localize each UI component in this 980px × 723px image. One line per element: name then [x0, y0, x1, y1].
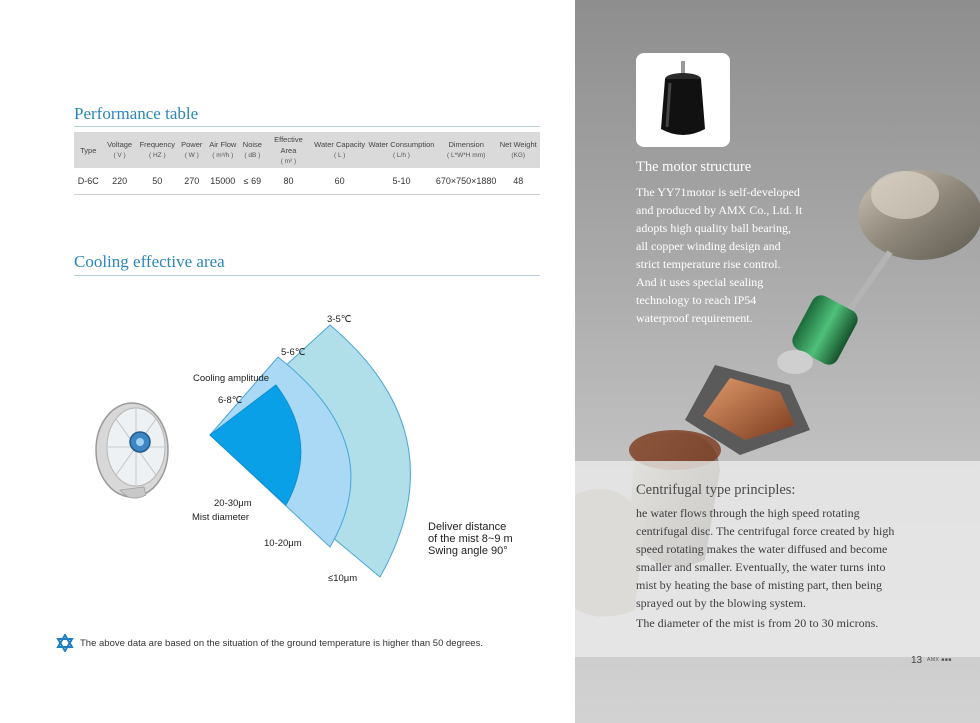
motor-thumbnail	[636, 53, 730, 147]
header-effective-area: Effective Area ( m² )	[265, 132, 313, 168]
centrifugal-line-5: mist by heating the base of misting part, then being	[636, 578, 882, 592]
table-row	[74, 168, 540, 194]
cell-effective-area: 80	[265, 168, 313, 194]
label-deliver-distance	[428, 521, 513, 557]
cell-power: 270	[178, 168, 205, 194]
cell-voltage: 220	[103, 168, 137, 194]
performance-title: Performance table	[74, 104, 199, 123]
centrifugal-line-4: smaller and smaller. Eventually, the water turns into	[636, 560, 886, 574]
motor-line-2: and produced by AMX Co., Ltd. It	[636, 203, 803, 217]
note-row	[56, 634, 483, 652]
cooling-title-rule	[74, 275, 540, 276]
motor-line-3: adopts high quality ball bearing,	[636, 221, 791, 235]
header-dimension: Dimension ( L*W*H mm)	[436, 132, 497, 168]
centrifugal-panel	[575, 461, 980, 657]
star-icon	[56, 634, 74, 652]
table-header-row	[74, 132, 540, 168]
label-mist-size: 20-30μm	[214, 498, 252, 509]
centrifugal-line-3: speed rotating makes the water diffused and become	[636, 542, 888, 556]
label-cooling-amplitude: Cooling amplitude	[193, 373, 270, 384]
label-zone-inner: 6-8℃	[218, 395, 243, 406]
motor-structure-text	[636, 183, 802, 327]
cell-type: D-6C	[74, 168, 103, 194]
page-number: 13	[911, 655, 923, 666]
cooling-title: Cooling effective area	[74, 252, 225, 271]
performance-title-rule	[74, 126, 540, 127]
label-size-middle: 10-20μm	[264, 538, 302, 549]
header-water-consumption: Water Consumption ( L/h )	[367, 132, 436, 168]
deliver-line-3: Swing angle 90°	[428, 545, 508, 557]
label-zone-outer: 3-5℃	[327, 314, 352, 325]
label-mist-diameter: Mist diameter	[192, 512, 250, 523]
cell-noise: ≤ 69	[240, 168, 265, 194]
motor-structure-title: The motor structure	[636, 159, 752, 175]
brand-mark: AMX ■■■	[927, 657, 952, 663]
rear-cap-icon	[858, 170, 980, 260]
header-net-weight: Net Weight (KG)	[496, 132, 540, 168]
motor-line-6: And it uses special sealing	[636, 275, 764, 289]
header-air-flow: Air Flow ( m³/h )	[205, 132, 240, 168]
note-text: The above data are based on the situation of the ground temperature is higher than 50 degrees.	[80, 637, 483, 649]
cooling-diagram	[80, 295, 550, 595]
header-type: Type	[74, 132, 103, 168]
header-voltage: Voltage ( V )	[103, 132, 137, 168]
centrifugal-text	[636, 504, 894, 632]
label-size-outer: ≤10μm	[328, 573, 358, 584]
centrifugal-line-2: centrifugal disc. The centrifugal force created by high	[636, 524, 895, 538]
header-power: Power ( W )	[178, 132, 205, 168]
deliver-line-1: Deliver distance	[428, 521, 507, 533]
cell-water-capacity: 60	[312, 168, 367, 194]
motor-thumbnail-icon	[636, 53, 730, 147]
cell-air-flow: 15000	[205, 168, 240, 194]
centrifugal-line-1: he water flows through the high speed rotating	[636, 506, 860, 520]
centrifugal-line-7: The diameter of the mist is from 20 to 30 microns.	[636, 616, 879, 630]
cell-water-consumption: 5-10	[367, 168, 436, 194]
label-zone-middle: 5-6℃	[281, 347, 306, 358]
centrifugal-line-6: sprayed out by the blowing system.	[636, 596, 806, 610]
cell-dimension: 670×750×1880	[436, 168, 497, 194]
cell-frequency: 50	[137, 168, 178, 194]
motor-line-4: all copper winding design and	[636, 239, 781, 253]
header-water-capacity: Water Capacity ( L )	[312, 132, 367, 168]
motor-line-5: strict temperature rise control.	[636, 257, 781, 271]
performance-table	[74, 132, 540, 195]
deliver-line-2: of the mist 8~9 m	[428, 533, 513, 545]
motor-line-1: The YY71motor is self-developed	[636, 185, 800, 199]
header-noise: Noise ( dB )	[240, 132, 265, 168]
right-page	[575, 0, 980, 723]
motor-line-8: waterproof requirement.	[636, 311, 753, 325]
mist-fan-icon	[96, 403, 168, 498]
header-frequency: Frequency ( HZ )	[137, 132, 178, 168]
motor-line-7: technology to reach IP54	[636, 293, 757, 307]
centrifugal-title: Centrifugal type principles:	[636, 482, 796, 498]
cell-net-weight: 48	[496, 168, 540, 194]
